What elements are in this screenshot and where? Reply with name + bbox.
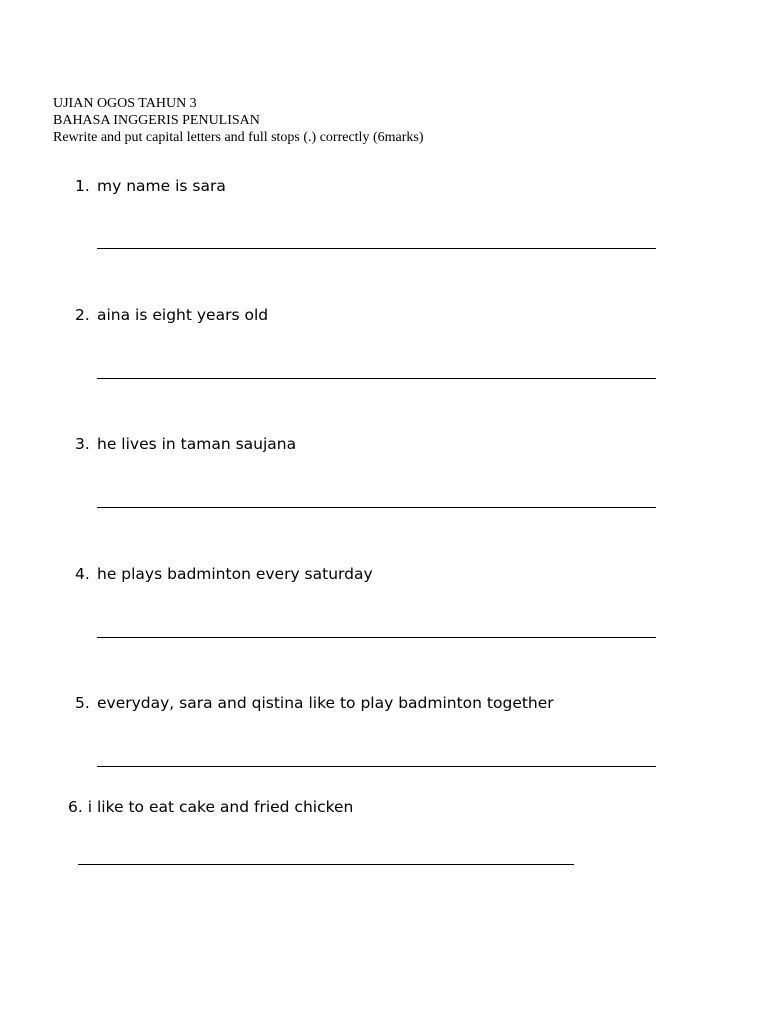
question-number: 2. xyxy=(75,306,90,324)
answer-line-2[interactable] xyxy=(97,378,656,379)
question-text: he plays badminton every saturday xyxy=(97,565,373,583)
question-3 xyxy=(75,434,296,454)
question-text: i like to eat cake and fried chicken xyxy=(87,798,354,816)
answer-line-4[interactable] xyxy=(97,637,656,638)
question-5 xyxy=(75,693,554,713)
question-number: 3. xyxy=(75,435,90,453)
worksheet-header xyxy=(53,95,424,146)
question-4 xyxy=(75,564,373,584)
question-1 xyxy=(75,176,226,196)
question-text: my name is sara xyxy=(97,177,226,195)
subject-title: BAHASA INGGERIS PENULISAN xyxy=(53,113,260,128)
instructions: Rewrite and put capital letters and full stops (.) correctly (6marks) xyxy=(53,130,424,145)
question-number: 6. xyxy=(68,798,83,816)
question-number: 4. xyxy=(75,565,90,583)
question-number: 1. xyxy=(75,177,90,195)
question-text: everyday, sara and qistina like to play badminton together xyxy=(97,694,554,712)
question-text: aina is eight years old xyxy=(97,306,269,324)
question-2 xyxy=(75,305,268,325)
question-6 xyxy=(68,797,353,817)
answer-line-3[interactable] xyxy=(97,507,656,508)
exam-title: UJIAN OGOS TAHUN 3 xyxy=(53,96,197,111)
answer-line-1[interactable] xyxy=(97,248,656,249)
question-text: he lives in taman saujana xyxy=(97,435,297,453)
answer-line-5[interactable] xyxy=(97,766,656,767)
question-number: 5. xyxy=(75,694,90,712)
answer-line-6[interactable] xyxy=(78,864,574,865)
